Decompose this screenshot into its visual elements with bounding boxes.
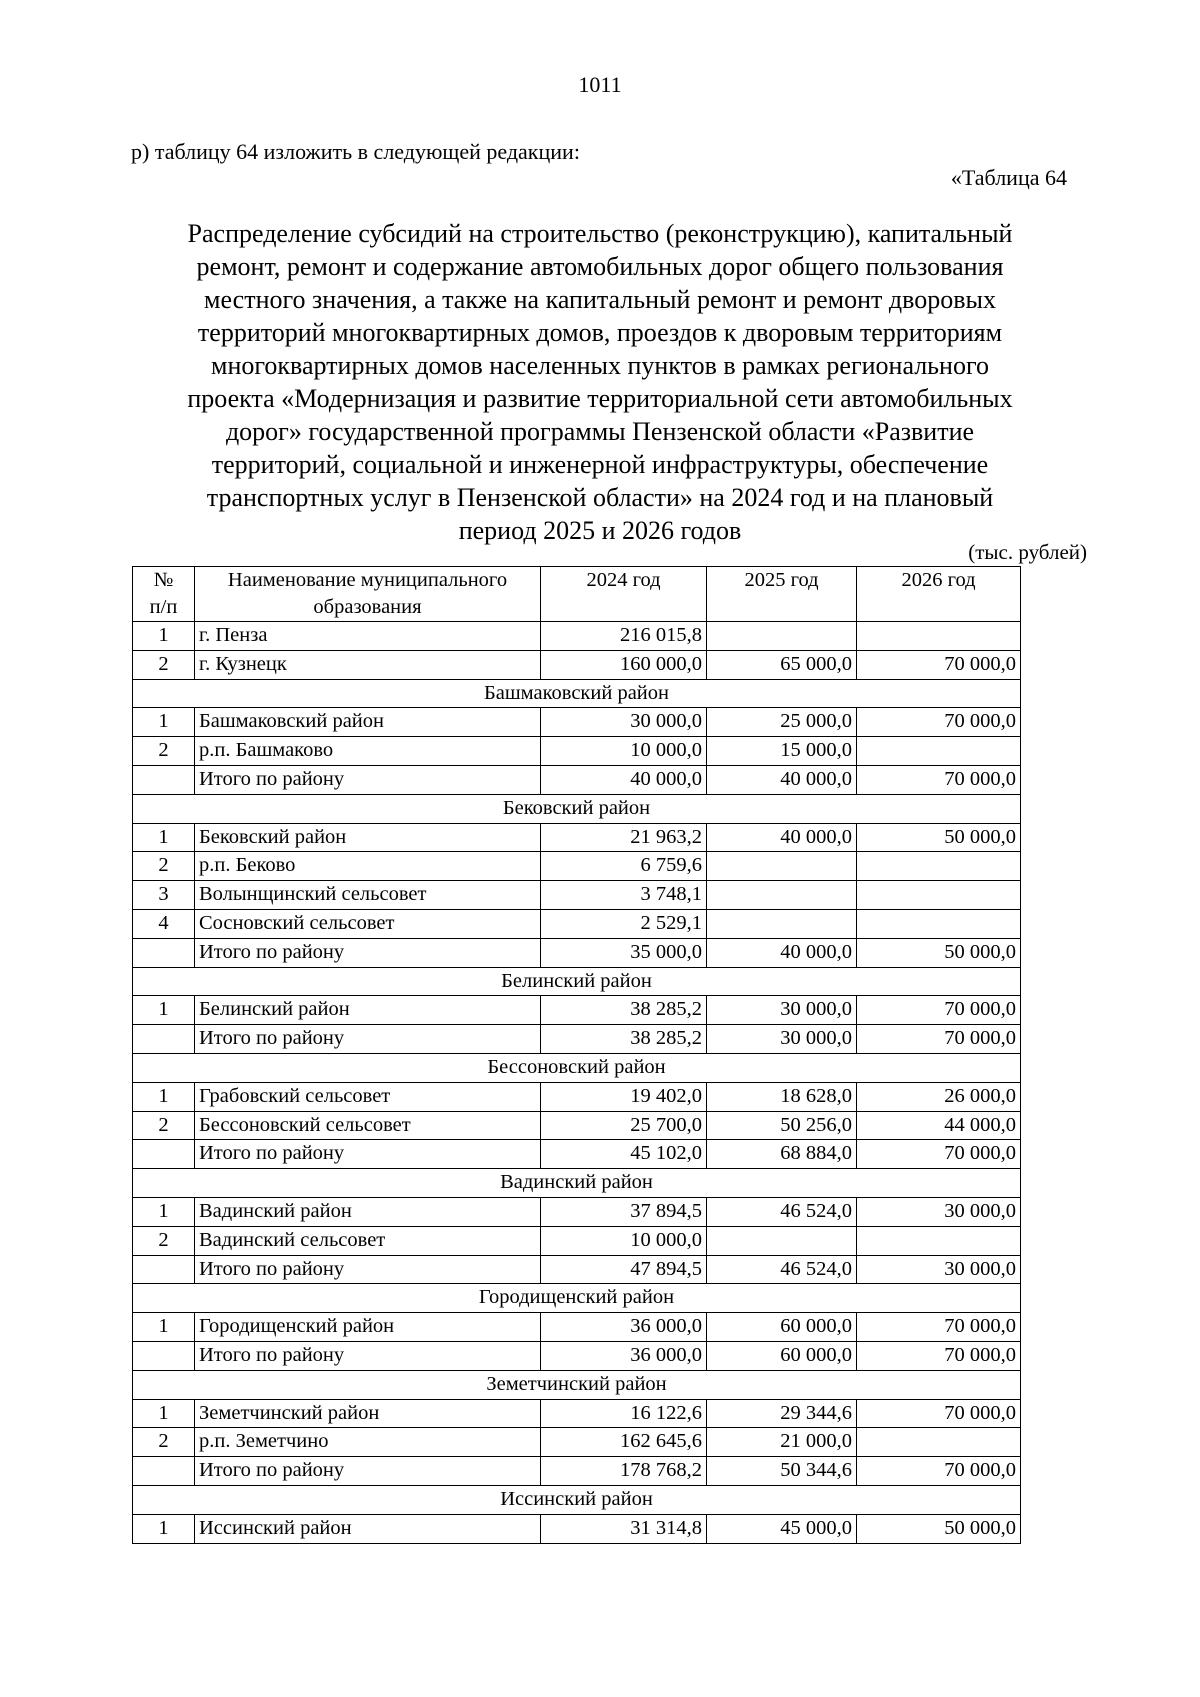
table-row xyxy=(133,1399,1021,1428)
table-row xyxy=(133,852,1021,881)
cell-2026 xyxy=(857,909,1021,938)
title-line: транспортных услуг в Пензенской области» на 2024 год и на плановый xyxy=(206,483,994,512)
cell-2024: 16 122,6 xyxy=(541,1399,707,1428)
page-number: 1011 xyxy=(578,72,622,97)
cell-num xyxy=(133,1255,195,1284)
cell-2025: 18 628,0 xyxy=(707,1082,857,1111)
cell-2025 xyxy=(707,852,857,881)
cell-num: 1 xyxy=(133,708,195,737)
cell-name: Итого по району xyxy=(195,1140,541,1169)
district-header-row xyxy=(133,679,1021,708)
cell-2026: 70 000,0 xyxy=(857,708,1021,737)
district-title: Бессоновский район xyxy=(133,1053,1021,1082)
cell-name: Городищенский район xyxy=(195,1313,541,1342)
table-row xyxy=(133,737,1021,766)
cell-name: Иссинский район xyxy=(195,1514,541,1543)
cell-num: 1 xyxy=(133,1082,195,1111)
district-header-row xyxy=(133,794,1021,823)
cell-2026: 70 000,0 xyxy=(857,1025,1021,1054)
cell-2025: 30 000,0 xyxy=(707,996,857,1025)
cell-num: 1 xyxy=(133,1197,195,1226)
cell-2025: 21 000,0 xyxy=(707,1428,857,1457)
cell-2024: 19 402,0 xyxy=(541,1082,707,1111)
cell-2024: 45 102,0 xyxy=(541,1140,707,1169)
table-row xyxy=(133,909,1021,938)
cell-2025: 60 000,0 xyxy=(707,1313,857,1342)
table-row xyxy=(133,1111,1021,1140)
cell-2024: 160 000,0 xyxy=(541,650,707,679)
cell-2024: 10 000,0 xyxy=(541,1226,707,1255)
cell-2026: 44 000,0 xyxy=(857,1111,1021,1140)
cell-name: р.п. Башмаково xyxy=(195,737,541,766)
cell-2024: 21 963,2 xyxy=(541,823,707,852)
cell-num xyxy=(133,1341,195,1370)
cell-2026: 70 000,0 xyxy=(857,650,1021,679)
cell-num xyxy=(133,765,195,794)
cell-2024: 162 645,6 xyxy=(541,1428,707,1457)
table-label: «Таблица 64 xyxy=(950,165,1067,190)
cell-name: Земетчинский район xyxy=(195,1399,541,1428)
title-line: территорий, социальной и инженерной инфраструктуры, обеспечение xyxy=(211,450,989,479)
subtotal-row xyxy=(133,1255,1021,1284)
table-title xyxy=(140,217,1060,547)
cell-num: 2 xyxy=(133,1428,195,1457)
header-num xyxy=(133,567,195,622)
cell-2026: 26 000,0 xyxy=(857,1082,1021,1111)
cell-2025: 15 000,0 xyxy=(707,737,857,766)
subtotal-row xyxy=(133,1457,1021,1486)
cell-2025: 40 000,0 xyxy=(707,765,857,794)
district-title: Земетчинский район xyxy=(133,1370,1021,1399)
cell-2025: 40 000,0 xyxy=(707,938,857,967)
cell-num xyxy=(133,1140,195,1169)
table-row xyxy=(133,1428,1021,1457)
subtotal-row xyxy=(133,765,1021,794)
subtotal-row xyxy=(133,1025,1021,1054)
header-name-line1: Наименование муниципального xyxy=(227,569,508,591)
cell-2024: 37 894,5 xyxy=(541,1197,707,1226)
cell-2024: 10 000,0 xyxy=(541,737,707,766)
cell-2025: 60 000,0 xyxy=(707,1341,857,1370)
cell-2024: 38 285,2 xyxy=(541,996,707,1025)
cell-2025: 40 000,0 xyxy=(707,823,857,852)
cell-num: 2 xyxy=(133,1111,195,1140)
cell-num xyxy=(133,1457,195,1486)
cell-2026: 50 000,0 xyxy=(857,1514,1021,1543)
cell-name: Итого по району xyxy=(195,765,541,794)
cell-name: Волынщинский сельсовет xyxy=(195,881,541,910)
cell-2026 xyxy=(857,852,1021,881)
cell-2024: 47 894,5 xyxy=(541,1255,707,1284)
district-title: Иссинский район xyxy=(133,1485,1021,1514)
header-2026: 2026 год xyxy=(857,567,1021,622)
cell-2024: 25 700,0 xyxy=(541,1111,707,1140)
table-row xyxy=(133,1226,1021,1255)
cell-2026 xyxy=(857,622,1021,651)
cell-2025: 46 524,0 xyxy=(707,1197,857,1226)
title-line: многоквартирных домов населенных пунктов в рамках регионального xyxy=(211,351,989,380)
cell-2024: 30 000,0 xyxy=(541,708,707,737)
table-row xyxy=(133,1082,1021,1111)
table-row xyxy=(133,996,1021,1025)
cell-2025: 46 524,0 xyxy=(707,1255,857,1284)
cell-2024: 2 529,1 xyxy=(541,909,707,938)
cell-name: Итого по району xyxy=(195,1341,541,1370)
cell-2026 xyxy=(857,1428,1021,1457)
title-line: Распределение субсидий на строительство (реконструкцию), капитальный xyxy=(187,219,1013,248)
cell-2025: 25 000,0 xyxy=(707,708,857,737)
cell-name: Вадинский район xyxy=(195,1197,541,1226)
cell-name: Сосновский сельсовет xyxy=(195,909,541,938)
cell-name: Итого по району xyxy=(195,1255,541,1284)
cell-2024: 178 768,2 xyxy=(541,1457,707,1486)
cell-2025: 50 344,6 xyxy=(707,1457,857,1486)
cell-name: Бековский район xyxy=(195,823,541,852)
cell-num xyxy=(133,1025,195,1054)
header-num-line2: п/п xyxy=(149,596,178,618)
district-header-row xyxy=(133,967,1021,996)
cell-2026 xyxy=(857,1226,1021,1255)
cell-2026: 50 000,0 xyxy=(857,823,1021,852)
table-row xyxy=(133,881,1021,910)
district-header-row xyxy=(133,1485,1021,1514)
cell-2024: 216 015,8 xyxy=(541,622,707,651)
table-body xyxy=(133,622,1021,1544)
cell-name: Вадинский сельсовет xyxy=(195,1226,541,1255)
cell-2025 xyxy=(707,881,857,910)
cell-name: р.п. Земетчино xyxy=(195,1428,541,1457)
subtotal-row xyxy=(133,938,1021,967)
cell-2026: 70 000,0 xyxy=(857,1313,1021,1342)
district-header-row xyxy=(133,1053,1021,1082)
table-row xyxy=(133,622,1021,651)
table-header-row xyxy=(133,567,1021,622)
cell-num: 1 xyxy=(133,1514,195,1543)
table-row xyxy=(133,823,1021,852)
cell-2024: 6 759,6 xyxy=(541,852,707,881)
table-row xyxy=(133,650,1021,679)
title-line: территорий многоквартирных домов, проездов к дворовым территориям xyxy=(197,318,1003,347)
cell-2024: 35 000,0 xyxy=(541,938,707,967)
cell-name: г. Кузнецк xyxy=(195,650,541,679)
cell-2024: 31 314,8 xyxy=(541,1514,707,1543)
cell-2026: 70 000,0 xyxy=(857,1399,1021,1428)
cell-name: г. Пенза xyxy=(195,622,541,651)
cell-2026: 70 000,0 xyxy=(857,1457,1021,1486)
units-label: (тыс. рублей) xyxy=(968,540,1087,564)
cell-2026: 70 000,0 xyxy=(857,1341,1021,1370)
cell-name: р.п. Беково xyxy=(195,852,541,881)
title-line: дорог» государственной программы Пензенской области «Развитие xyxy=(225,417,975,446)
cell-2026: 70 000,0 xyxy=(857,996,1021,1025)
cell-num: 1 xyxy=(133,996,195,1025)
cell-2026: 30 000,0 xyxy=(857,1197,1021,1226)
cell-num: 2 xyxy=(133,650,195,679)
cell-2026: 70 000,0 xyxy=(857,765,1021,794)
district-title: Белинский район xyxy=(133,967,1021,996)
district-title: Башмаковский район xyxy=(133,679,1021,708)
cell-2025 xyxy=(707,909,857,938)
cell-2024: 36 000,0 xyxy=(541,1341,707,1370)
cell-num: 2 xyxy=(133,737,195,766)
subtotal-row xyxy=(133,1341,1021,1370)
cell-2025: 68 884,0 xyxy=(707,1140,857,1169)
table-row xyxy=(133,1197,1021,1226)
cell-2025: 65 000,0 xyxy=(707,650,857,679)
district-title: Бековский район xyxy=(133,794,1021,823)
cell-name: Бессоновский сельсовет xyxy=(195,1111,541,1140)
subtotal-row xyxy=(133,1140,1021,1169)
cell-2026: 50 000,0 xyxy=(857,938,1021,967)
district-header-row xyxy=(133,1370,1021,1399)
cell-2024: 3 748,1 xyxy=(541,881,707,910)
cell-num: 1 xyxy=(133,1399,195,1428)
cell-num: 2 xyxy=(133,852,195,881)
district-title: Городищенский район xyxy=(133,1284,1021,1313)
cell-2025: 45 000,0 xyxy=(707,1514,857,1543)
cell-num: 2 xyxy=(133,1226,195,1255)
district-header-row xyxy=(133,1284,1021,1313)
table-row xyxy=(133,708,1021,737)
subsidy-table xyxy=(132,566,1021,1544)
cell-2024: 38 285,2 xyxy=(541,1025,707,1054)
title-line: ремонт, ремонт и содержание автомобильных дорог общего пользования xyxy=(196,252,1004,281)
cell-2026 xyxy=(857,737,1021,766)
cell-2025: 29 344,6 xyxy=(707,1399,857,1428)
cell-num: 4 xyxy=(133,909,195,938)
cell-num xyxy=(133,938,195,967)
title-line: местного значения, а также на капитальный ремонт и ремонт дворовых xyxy=(204,285,996,314)
cell-2025: 50 256,0 xyxy=(707,1111,857,1140)
table-row xyxy=(133,1514,1021,1543)
cell-2026 xyxy=(857,881,1021,910)
cell-2024: 40 000,0 xyxy=(541,765,707,794)
table-row xyxy=(133,1313,1021,1342)
cell-num: 1 xyxy=(133,622,195,651)
cell-name: Грабовский сельсовет xyxy=(195,1082,541,1111)
header-name xyxy=(195,567,541,622)
title-line: период 2025 и 2026 годов xyxy=(458,516,742,545)
intro-text: р) таблицу 64 изложить в следующей редакции: xyxy=(131,139,580,164)
cell-name: Итого по району xyxy=(195,938,541,967)
cell-num: 3 xyxy=(133,881,195,910)
cell-num: 1 xyxy=(133,1313,195,1342)
cell-2025 xyxy=(707,1226,857,1255)
header-name-line2: образования xyxy=(313,596,422,618)
cell-num: 1 xyxy=(133,823,195,852)
header-2025: 2025 год xyxy=(707,567,857,622)
cell-name: Итого по району xyxy=(195,1457,541,1486)
header-num-line1: № xyxy=(153,569,174,591)
cell-2026: 30 000,0 xyxy=(857,1255,1021,1284)
title-line: проекта «Модернизация и развитие территориальной сети автомобильных xyxy=(187,384,1013,413)
cell-name: Итого по району xyxy=(195,1025,541,1054)
district-header-row xyxy=(133,1169,1021,1198)
district-title: Вадинский район xyxy=(133,1169,1021,1198)
cell-2024: 36 000,0 xyxy=(541,1313,707,1342)
cell-name: Башмаковский район xyxy=(195,708,541,737)
cell-2025: 30 000,0 xyxy=(707,1025,857,1054)
header-2024: 2024 год xyxy=(541,567,707,622)
cell-name: Белинский район xyxy=(195,996,541,1025)
cell-2026: 70 000,0 xyxy=(857,1140,1021,1169)
cell-2025 xyxy=(707,622,857,651)
